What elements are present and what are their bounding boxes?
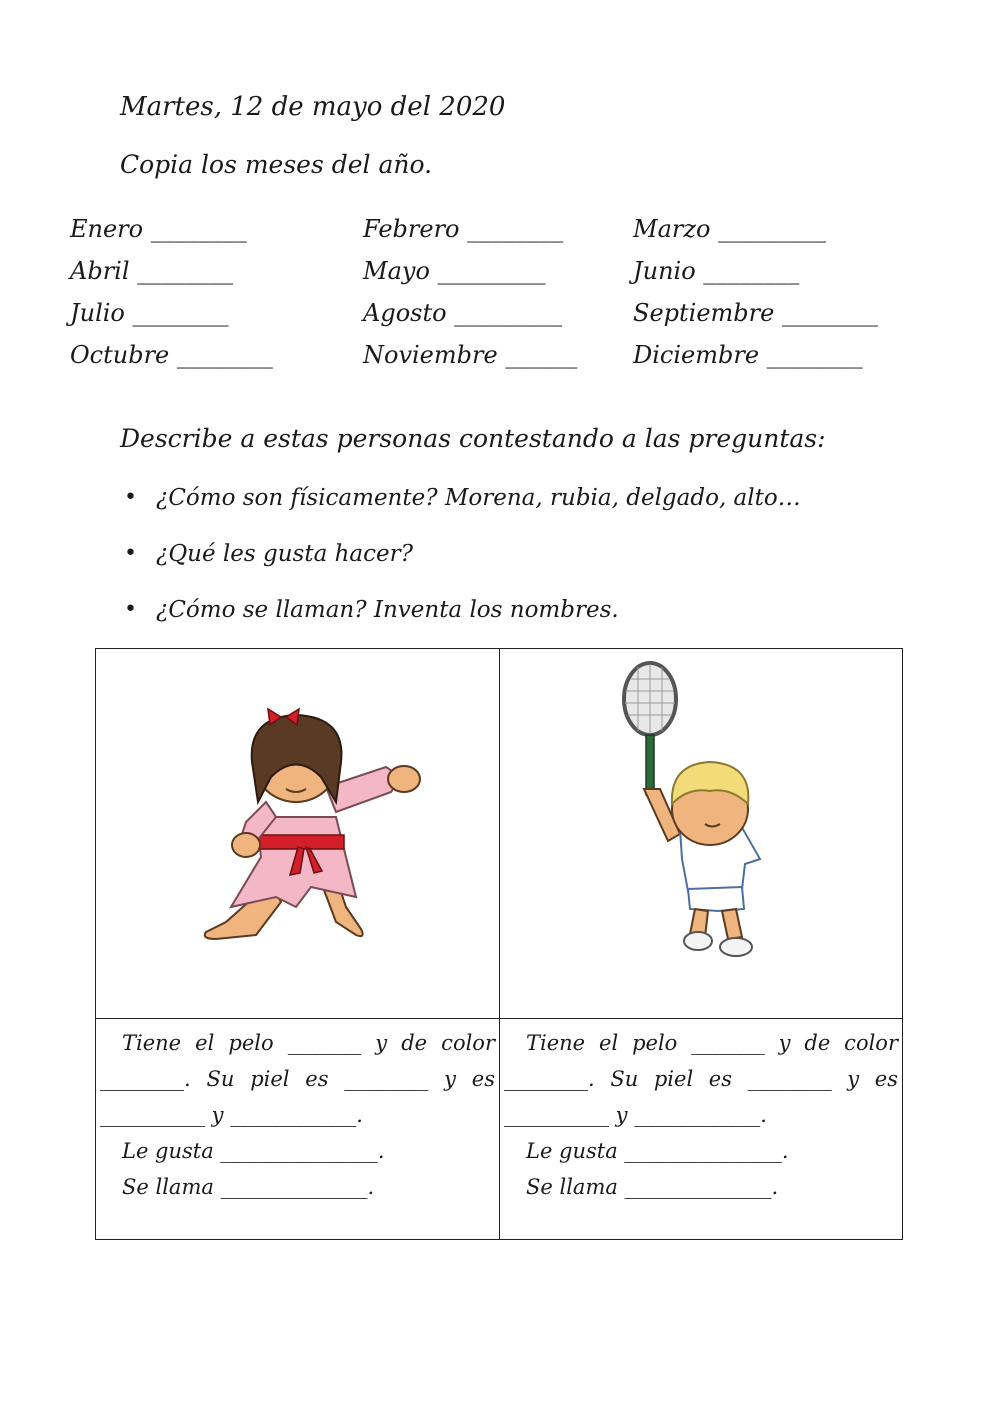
girl-description-cell xyxy=(96,1019,500,1239)
bullet-icon: • xyxy=(124,485,137,510)
girl-image-cell xyxy=(96,649,500,1019)
question-text: ¿Cómo se llaman? Inventa los nombres. xyxy=(156,597,619,623)
question-item xyxy=(120,590,920,646)
months-row xyxy=(70,292,940,334)
months-table xyxy=(70,208,940,376)
months-row xyxy=(70,334,940,376)
likes-line: Le gusta _______________. xyxy=(526,1139,789,1163)
description-paragraph: Tiene el pelo _______ y de color ________. Su piel es ________ y es __________ y ____________. xyxy=(504,1031,898,1127)
describe-instruction: Describe a estas personas contestando a las preguntas: xyxy=(120,424,826,453)
likes-line: Le gusta _______________. xyxy=(122,1139,385,1163)
month-item: Septiembre ________ xyxy=(633,299,878,327)
months-row xyxy=(70,208,940,250)
months-row xyxy=(70,250,940,292)
question-text: ¿Cómo son físicamente? Morena, rubia, delgado, alto… xyxy=(156,485,801,511)
month-item: Diciembre ________ xyxy=(633,341,863,369)
question-text: ¿Qué les gusta hacer? xyxy=(156,541,413,567)
date-heading: Martes, 12 de mayo del 2020 xyxy=(120,92,506,122)
name-line: Se llama ______________. xyxy=(122,1175,375,1199)
boy-description-cell xyxy=(500,1019,902,1239)
question-item xyxy=(120,534,920,590)
month-item: Enero ________ xyxy=(70,215,247,243)
boy-image-cell xyxy=(500,649,902,1019)
question-item xyxy=(120,478,920,534)
month-item: Junio ________ xyxy=(633,257,800,285)
month-item: Febrero ________ xyxy=(363,215,564,243)
month-item: Octubre ________ xyxy=(70,341,273,369)
bullet-icon: • xyxy=(124,597,137,622)
month-item: Noviembre ______ xyxy=(363,341,578,369)
girl-karate-icon xyxy=(186,707,426,947)
month-item: Abril ________ xyxy=(70,257,234,285)
question-list xyxy=(120,478,920,646)
boy-tennis-icon xyxy=(610,659,790,959)
bullet-icon: • xyxy=(124,541,137,566)
description-table xyxy=(95,648,903,1240)
month-item: Agosto _________ xyxy=(363,299,563,327)
description-paragraph: Tiene el pelo _______ y de color ________. Su piel es ________ y es __________ y ____________. xyxy=(100,1031,495,1127)
month-item: Julio ________ xyxy=(70,299,229,327)
month-item: Marzo _________ xyxy=(633,215,827,243)
month-item: Mayo _________ xyxy=(363,257,546,285)
copy-months-instruction: Copia los meses del año. xyxy=(120,150,433,179)
name-line: Se llama ______________. xyxy=(526,1175,779,1199)
